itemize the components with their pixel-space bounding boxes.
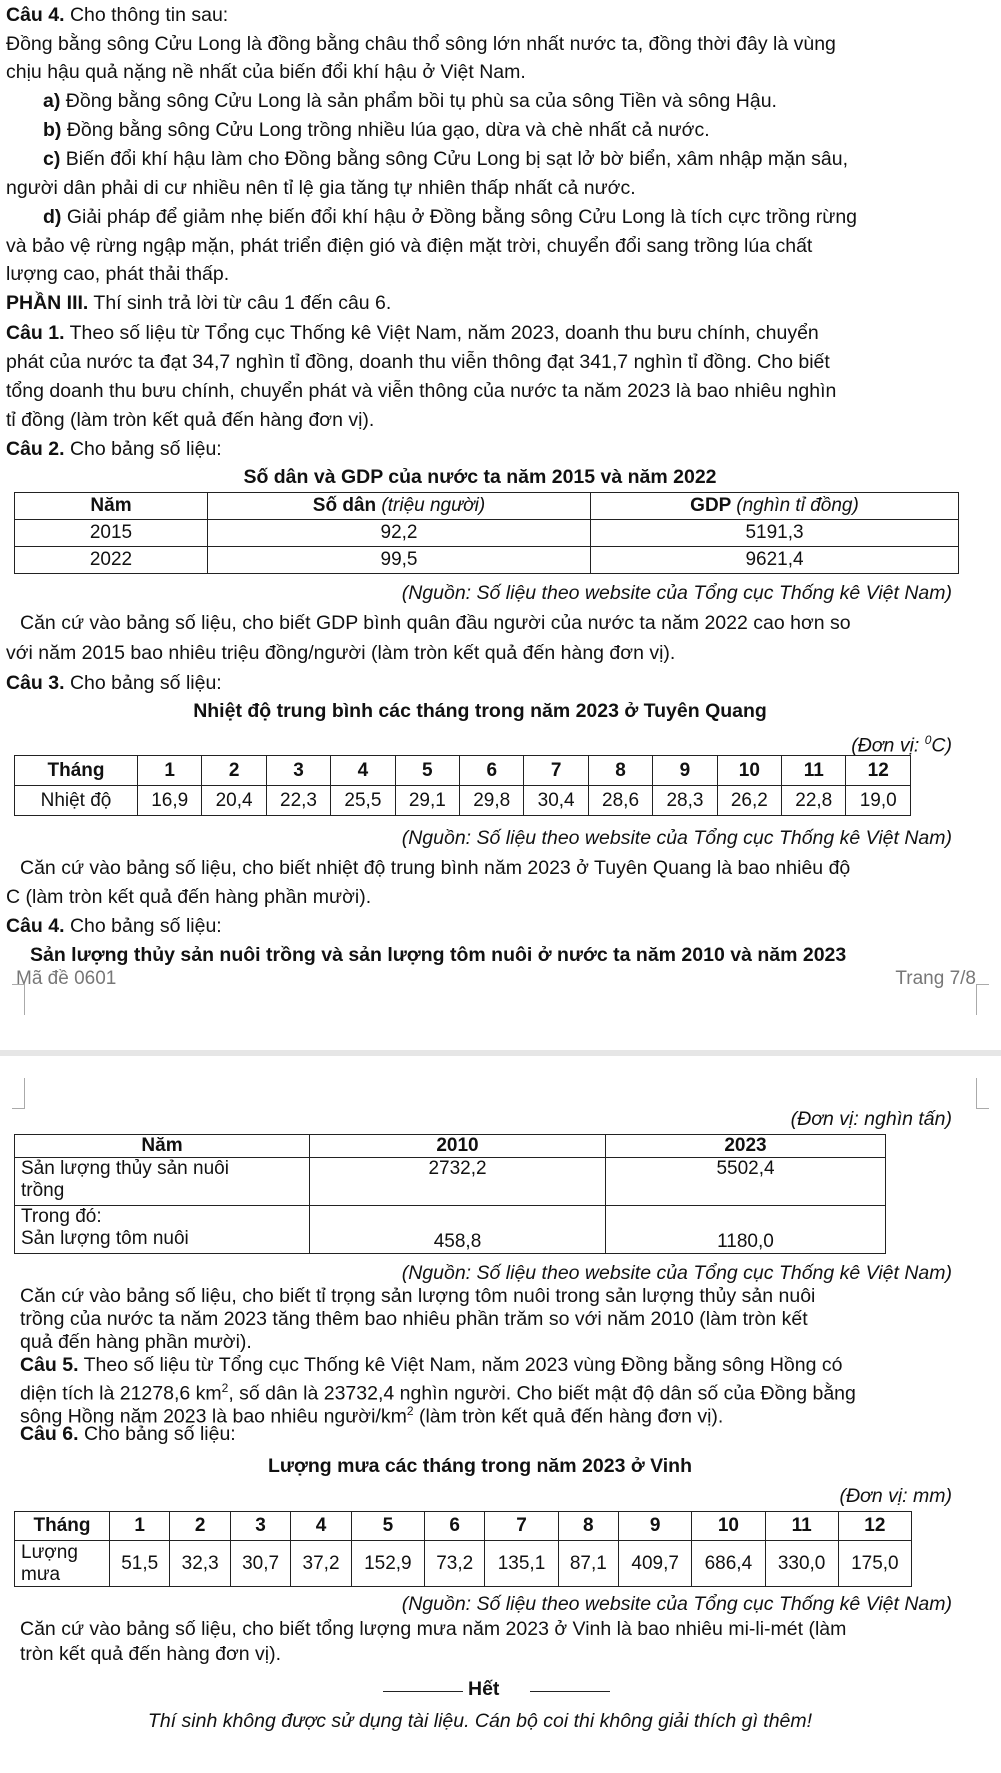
table-cell: 29,1 xyxy=(395,786,459,816)
table-header: 2023 xyxy=(606,1135,886,1158)
table-4-title: Sản lượng thủy sản nuôi trồng và sản lượng tôm nuôi ở nước ta năm 2010 và năm 2023 xyxy=(30,944,847,966)
table-cell: 175,0 xyxy=(838,1541,911,1587)
paragraph-line: quả đến hàng phần mười). xyxy=(20,1331,252,1353)
paragraph-line: trồng của nước ta năm 2023 tăng thêm bao nhiêu phần trăm so với năm 2010 (làm tròn kết xyxy=(20,1308,808,1330)
table-header: 6 xyxy=(460,756,524,786)
table-header: 1 xyxy=(110,1512,170,1541)
table-row xyxy=(15,756,911,786)
table-cell: 20,4 xyxy=(202,786,266,816)
table-row xyxy=(15,1158,886,1206)
table-header: Năm xyxy=(15,493,208,520)
table-cell: 686,4 xyxy=(692,1541,765,1587)
paragraph-line: chịu hậu quả nặng nề nhất của biến đổi khí hậu ở Việt Nam. xyxy=(6,61,526,83)
table-cell: 19,0 xyxy=(846,786,911,816)
crop-mark xyxy=(12,1078,25,1109)
end-text: Hết xyxy=(468,1678,500,1700)
table-header: 10 xyxy=(717,756,781,786)
table-cell: 9621,4 xyxy=(591,547,959,574)
table-row xyxy=(15,1512,912,1541)
table-cell: 28,6 xyxy=(588,786,652,816)
table-header: 8 xyxy=(588,756,652,786)
table-6 xyxy=(14,1511,912,1587)
table-cell: 330,0 xyxy=(765,1541,838,1587)
q2-line: Câu 2. Cho bảng số liệu: xyxy=(6,438,222,460)
table-cell: 26,2 xyxy=(717,786,781,816)
table-3-unit: (Đơn vị: $^0$C) xyxy=(851,733,952,757)
table-cell: 37,2 xyxy=(291,1541,351,1587)
table-cell: 135,1 xyxy=(485,1541,558,1587)
table-cell: Trong đó: Sản lượng tôm nuôi xyxy=(15,1206,310,1254)
table-4-source: (Nguồn: Số liệu theo website của Tổng cục Thống kê Việt Nam) xyxy=(401,1262,952,1284)
crop-mark xyxy=(12,984,25,1015)
table-cell: 5191,3 xyxy=(591,520,959,547)
table-header: 2 xyxy=(170,1512,230,1541)
table-4 xyxy=(14,1134,886,1254)
paragraph-line: người dân phải di cư nhiều nên tỉ lệ gia tăng tự nhiên thấp nhất cả nước. xyxy=(6,177,636,199)
table-6-unit: (Đơn vị: mm) xyxy=(839,1485,952,1507)
table-header: 5 xyxy=(351,1512,424,1541)
table-cell: 1180,0 xyxy=(606,1206,886,1254)
table-cell: 409,7 xyxy=(619,1541,692,1587)
table-header: 12 xyxy=(846,756,911,786)
table-2-source: (Nguồn: Số liệu theo website của Tổng cục Thống kê Việt Nam) xyxy=(401,582,952,604)
table-header: 10 xyxy=(692,1512,765,1541)
table-cell: Nhiệt độ xyxy=(15,786,138,816)
paragraph-line: Căn cứ vào bảng số liệu, cho biết nhiệt độ trung bình năm 2023 ở Tuyên Quang là bao nhiêu độ xyxy=(20,857,851,879)
table-header: 8 xyxy=(558,1512,618,1541)
crop-mark xyxy=(976,1078,989,1109)
end-marker xyxy=(0,1678,1001,1704)
divider xyxy=(530,1691,610,1692)
table-cell: 25,5 xyxy=(331,786,395,816)
table-header: Tháng xyxy=(15,756,138,786)
table-header: Số dân (triệu người) xyxy=(208,493,591,520)
paragraph-line: phát của nước ta đạt 34,7 nghìn tỉ đồng, doanh thu viễn thông đạt 341,7 nghìn tỉ đồng. Cho biết xyxy=(6,351,830,373)
q5-line: Câu 5. Theo số liệu từ Tổng cục Thống kê Việt Nam, năm 2023 vùng Đồng bằng sông Hồng có xyxy=(20,1354,843,1376)
table-header: 2010 xyxy=(310,1135,606,1158)
paragraph-line: sông Hồng năm 2023 là bao nhiêu người/$km^2$ (làm tròn kết quả đến hàng đơn vị). xyxy=(20,1404,724,1428)
table-header: 5 xyxy=(395,756,459,786)
part-3-heading: PHẦN III. Thí sinh trả lời từ câu 1 đến câu 6. xyxy=(6,292,392,314)
q4-line: Câu 4. Cho bảng số liệu: xyxy=(6,915,222,937)
table-cell: Lượng mưa xyxy=(15,1541,110,1587)
table-header: 3 xyxy=(230,1512,290,1541)
divider xyxy=(383,1691,463,1692)
q3-line: Câu 3. Cho bảng số liệu: xyxy=(6,672,222,694)
table-cell: 2732,2 xyxy=(310,1158,606,1206)
table-cell: 30,7 xyxy=(230,1541,290,1587)
crop-mark xyxy=(976,984,989,1015)
q6-line: Câu 6. Cho bảng số liệu: xyxy=(20,1423,236,1445)
cau4-heading: Câu 4. Cho thông tin sau: xyxy=(6,4,229,26)
table-row xyxy=(15,547,959,574)
table-row xyxy=(15,1541,912,1587)
paragraph-line: diện tích là 21278,6 $km^2$, số dân là 23732,4 nghìn người. Cho biết mật độ dân số của Đồng bằng xyxy=(20,1381,856,1405)
table-cell: 5502,4 xyxy=(606,1158,886,1206)
table-cell: 32,3 xyxy=(170,1541,230,1587)
table-header: 11 xyxy=(782,756,846,786)
table-header: 2 xyxy=(202,756,266,786)
table-header: 1 xyxy=(138,756,202,786)
table-header: 6 xyxy=(424,1512,484,1541)
table-header: Tháng xyxy=(15,1512,110,1541)
table-6-title: Lượng mưa các tháng trong năm 2023 ở Vinh xyxy=(267,1455,693,1477)
paragraph-line: Căn cứ vào bảng số liệu, cho biết GDP bình quân đầu người của nước ta năm 2022 cao hơn so xyxy=(20,612,851,634)
table-cell: 87,1 xyxy=(558,1541,618,1587)
paragraph-line: Đồng bằng sông Cửu Long là đồng bằng châu thổ sông lớn nhất nước ta, đồng thời đây là vùng xyxy=(6,33,836,55)
table-cell: 22,8 xyxy=(782,786,846,816)
paragraph-line: và bảo vệ rừng ngập mặn, phát triển điện gió và điện mặt trời, chuyển đổi sang trồng lúa chất xyxy=(6,235,813,257)
table-cell: 2015 xyxy=(15,520,208,547)
table-cell: 458,8 xyxy=(310,1206,606,1254)
table-header: 9 xyxy=(619,1512,692,1541)
table-header: GDP (nghìn tỉ đồng) xyxy=(591,493,959,520)
table-cell: 99,5 xyxy=(208,547,591,574)
table-cell: Sản lượng thủy sản nuôi trồng xyxy=(15,1158,310,1206)
statement-d: d) Giải pháp để giảm nhẹ biến đổi khí hậu ở Đồng bằng sông Cửu Long là tích cực trồng rừng xyxy=(43,206,858,228)
q1-line: Câu 1. Theo số liệu từ Tổng cục Thống kê Việt Nam, năm 2023, doanh thu bưu chính, chuyển xyxy=(6,322,819,344)
table-2-title: Số dân và GDP của nước ta năm 2015 và năm 2022 xyxy=(243,466,717,488)
table-cell: 28,3 xyxy=(653,786,717,816)
table-row xyxy=(15,520,959,547)
table-cell: 30,4 xyxy=(524,786,588,816)
table-header: 3 xyxy=(266,756,330,786)
table-6-source: (Nguồn: Số liệu theo website của Tổng cục Thống kê Việt Nam) xyxy=(401,1593,952,1615)
paragraph-line: Căn cứ vào bảng số liệu, cho biết tỉ trọng sản lượng tôm nuôi trong sản lượng thủy sản nuôi xyxy=(20,1285,816,1307)
table-header: 4 xyxy=(291,1512,351,1541)
statement-b: b) Đồng bằng sông Cửu Long trồng nhiều lúa gạo, dừa và chè nhất cả nước. xyxy=(43,119,710,141)
table-header: 11 xyxy=(765,1512,838,1541)
table-row xyxy=(15,1206,886,1254)
table-3-title: Nhiệt độ trung bình các tháng trong năm 2023 ở Tuyên Quang xyxy=(193,700,767,722)
table-4-unit: (Đơn vị: nghìn tấn) xyxy=(790,1108,952,1130)
page-number: Trang 7/8 xyxy=(895,968,976,989)
table-cell: 73,2 xyxy=(424,1541,484,1587)
paragraph-line: Căn cứ vào bảng số liệu, cho biết tổng lượng mưa năm 2023 ở Vinh là bao nhiêu mi-li-mét (làm xyxy=(20,1618,847,1640)
table-header: 12 xyxy=(838,1512,911,1541)
table-header: 7 xyxy=(524,756,588,786)
table-header: 7 xyxy=(485,1512,558,1541)
table-cell: 29,8 xyxy=(460,786,524,816)
table-cell: 51,5 xyxy=(110,1541,170,1587)
statement-a: a) Đồng bằng sông Cửu Long là sản phẩm bồi tụ phù sa của sông Tiền và sông Hậu. xyxy=(43,90,777,112)
paragraph-line: tổng doanh thu bưu chính, chuyển phát và viễn thông của nước ta năm 2023 là bao nhiêu nghìn xyxy=(6,380,837,402)
table-cell: 16,9 xyxy=(138,786,202,816)
table-header: 4 xyxy=(331,756,395,786)
table-header: Năm xyxy=(15,1135,310,1158)
table-cell: 152,9 xyxy=(351,1541,424,1587)
table-cell: 92,2 xyxy=(208,520,591,547)
paragraph-line: lượng cao, phát thải thấp. xyxy=(6,263,230,285)
exam-code: Mã đề 0601 xyxy=(16,968,117,989)
table-cell: 2022 xyxy=(15,547,208,574)
exam-page-8 xyxy=(0,1056,1001,1773)
paragraph-line: C (làm tròn kết quả đến hàng phần mười). xyxy=(6,886,372,908)
statement-c: c) Biến đổi khí hậu làm cho Đồng bằng sông Cửu Long bị sạt lở bờ biển, xâm nhập mặn sâu, xyxy=(43,148,849,170)
table-3 xyxy=(14,755,911,816)
table-2 xyxy=(14,492,959,574)
table-row xyxy=(15,786,911,816)
table-cell: 22,3 xyxy=(266,786,330,816)
table-3-source: (Nguồn: Số liệu theo website của Tổng cục Thống kê Việt Nam) xyxy=(401,827,952,849)
paragraph-line: với năm 2015 bao nhiêu triệu đồng/người (làm tròn kết quả đến hàng đơn vị). xyxy=(6,642,676,664)
final-note: Thí sinh không được sử dụng tài liệu. Cán bộ coi thi không giải thích gì thêm! xyxy=(147,1710,813,1732)
paragraph-line: tỉ đồng (làm tròn kết quả đến hàng đơn vị). xyxy=(6,409,375,431)
table-header: 9 xyxy=(653,756,717,786)
paragraph-line: tròn kết quả đến hàng đơn vị). xyxy=(20,1643,282,1665)
